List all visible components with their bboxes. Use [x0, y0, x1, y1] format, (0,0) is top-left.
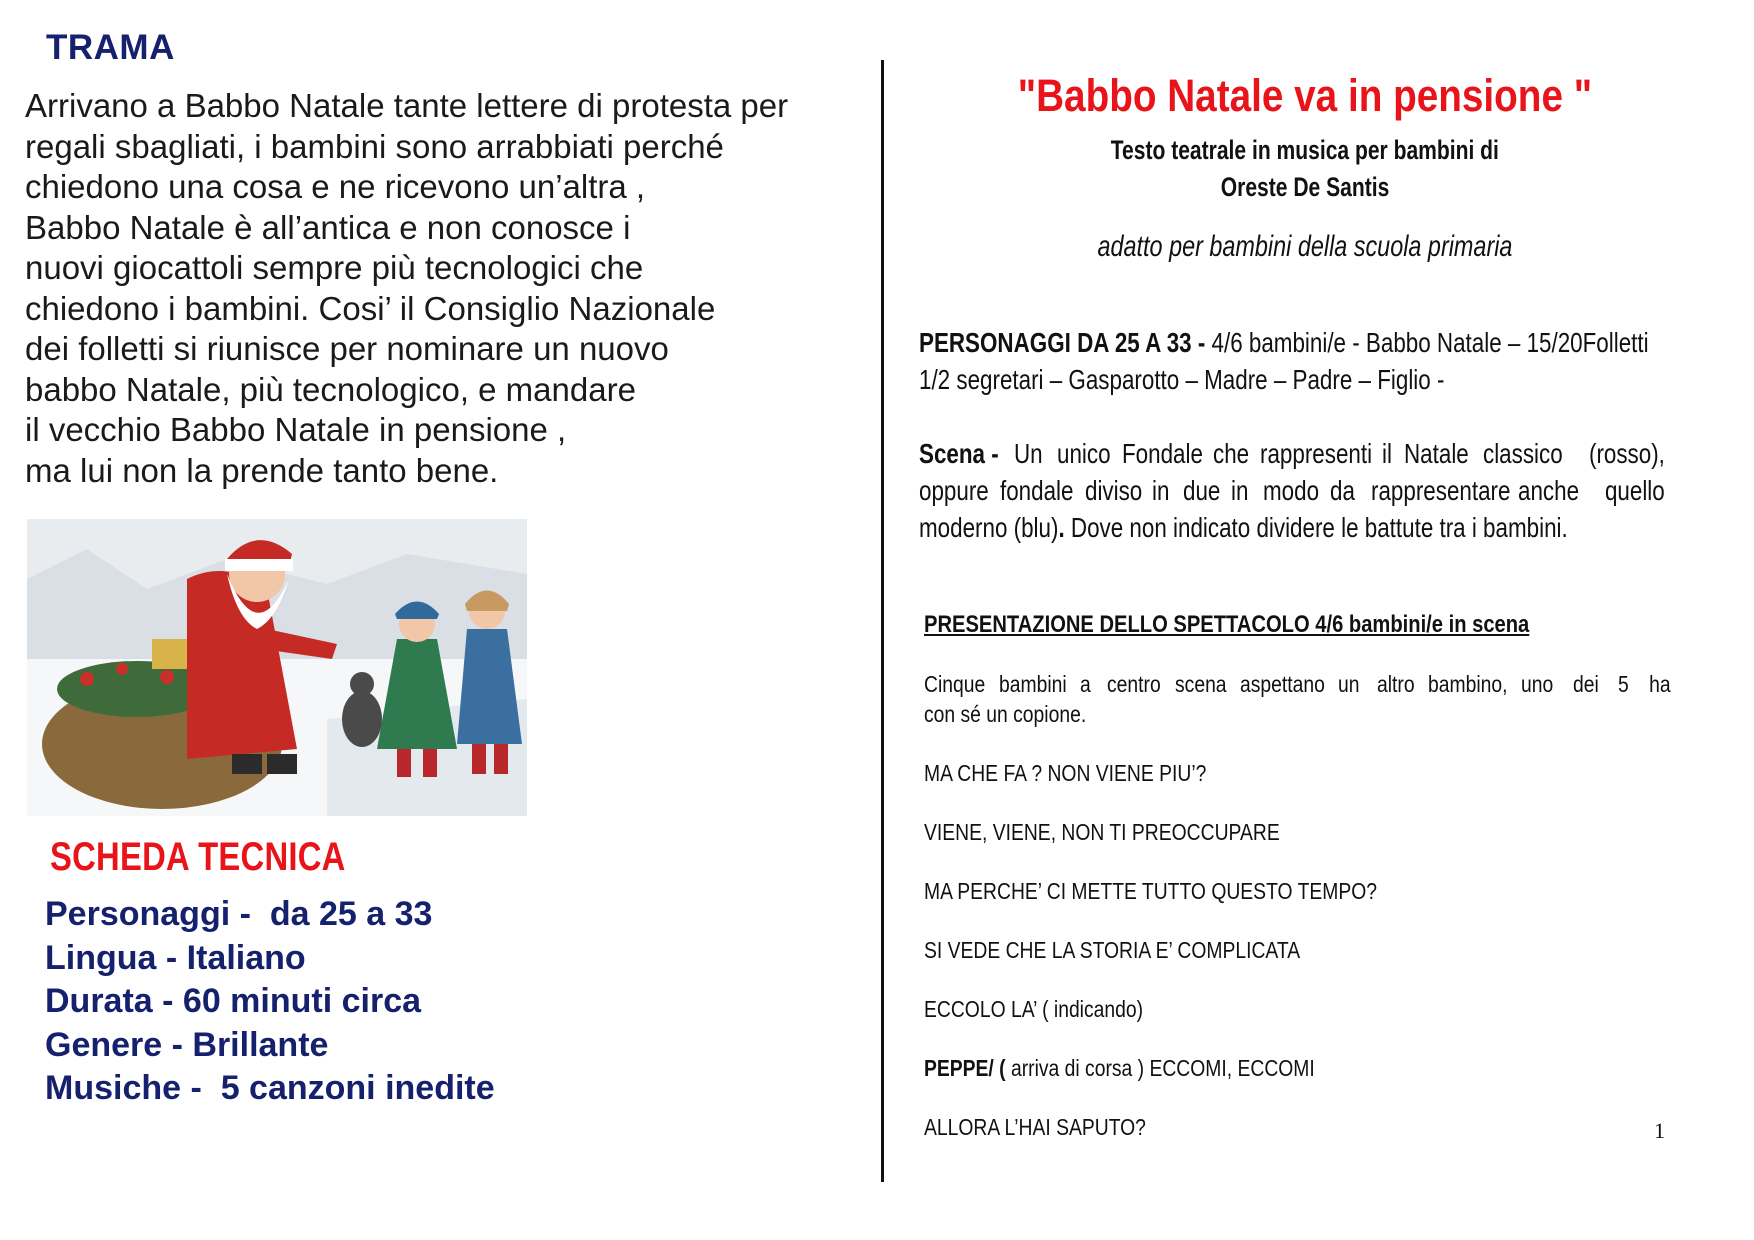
scena-word: due: [1183, 475, 1221, 506]
scena-period: .: [1058, 512, 1071, 543]
dialogue-line-text: MA PERCHE’ CI METTE TUTTO QUESTO TEMPO?: [924, 878, 1378, 904]
scena-line-3: [919, 509, 1665, 546]
scena-note: Dove non indicato dividere le battute tra i bambini.: [1070, 512, 1568, 543]
dialogue-line: [924, 760, 1260, 787]
scena-word: rappresentare: [1370, 475, 1511, 506]
dialogue-line-text: MA CHE FA ? NON VIENE PIU’?: [924, 760, 1207, 786]
peppe-line: arriva di corsa ) ECCOMI, ECCOMI: [1005, 1055, 1315, 1081]
scena-word: unico: [1057, 438, 1111, 469]
trama-line: nuovi giocattoli sempre più tecnologici che: [25, 249, 644, 286]
scena-line-3-text: [919, 509, 1568, 546]
scheda-item-durata: Durata - 60 minuti circa: [45, 982, 422, 1020]
dialogue-line: [924, 996, 1185, 1023]
scena-word: da: [1330, 475, 1356, 506]
dialogue-line: [924, 937, 1372, 964]
dialogue-line-text: SI VEDE CHE LA STORIA E’ COMPLICATA: [924, 937, 1301, 963]
personaggi-line-1: [919, 324, 1649, 361]
intro-word: uno: [1520, 671, 1554, 697]
intro-word: bambino,: [1428, 671, 1508, 697]
intro-word: 5: [1618, 671, 1630, 697]
subtitle-line-1: [920, 135, 1690, 166]
target-audience: [920, 230, 1690, 264]
scena-word: che: [1212, 438, 1249, 469]
character-name-peppe: PEPPE/ (: [924, 1055, 1006, 1081]
scheda-item-genere: Genere - Brillante: [45, 1025, 329, 1064]
scena-word: diviso: [1084, 475, 1143, 506]
trama-heading: TRAMA: [46, 28, 175, 67]
scena-line-2: [919, 472, 1665, 509]
dialogue-line: [924, 878, 1463, 905]
intro-word: centro: [1106, 671, 1161, 697]
scena-line-1: [919, 435, 1665, 472]
play-title-text: "Babbo Natale va in pensione ": [1017, 70, 1593, 121]
trama-line: regali sbagliati, i bambini sono arrabbiati perché: [25, 127, 724, 165]
dialogue-line: [924, 1114, 1188, 1141]
scena-block: [919, 435, 1665, 546]
scheda-tecnica-heading: SCHEDA TECNICA: [50, 835, 346, 879]
intro-line-2: con sé un copione.: [924, 701, 1087, 727]
trama-line: ma lui non la prende tanto bene.: [25, 451, 499, 489]
intro-word: scena: [1174, 671, 1227, 697]
personaggi-line-2: 1/2 segretari – Gasparotto – Madre – Padre – Figlio -: [919, 364, 1445, 395]
scheda-item-musiche: Musiche - 5 canzoni inedite: [45, 1069, 495, 1107]
scheda-item-lingua: Lingua - Italiano: [45, 938, 306, 977]
intro-word: dei: [1573, 671, 1600, 697]
intro-paragraph: [924, 669, 1671, 729]
trama-line: il vecchio Babbo Natale in pensione ,: [25, 411, 567, 448]
scheda-item-personaggi: Personaggi - da 25 a 33: [45, 895, 433, 933]
trama-paragraph: [25, 86, 825, 491]
intro-word: Cinque: [924, 671, 986, 697]
trama-line: babbo Natale, più tecnologico, e mandare: [25, 370, 636, 408]
personaggi-block: [919, 324, 1754, 398]
intro-word: aspettano: [1240, 671, 1326, 697]
scena-word: Natale: [1403, 438, 1469, 469]
scena-word: fondale: [999, 475, 1074, 506]
personaggi-roles-1: 4/6 bambini/e - Babbo Natale – 15/20Folletti: [1205, 327, 1649, 358]
personaggi-label: PERSONAGGI DA 25 A 33 -: [919, 327, 1206, 358]
scena-word: in: [1151, 475, 1170, 506]
presentazione-heading-text: PRESENTAZIONE DELLO SPETTACOLO 4/6 bambini/e in scena: [924, 611, 1530, 638]
trama-line: chiedono una cosa e ne ricevono un’altra ,: [25, 168, 646, 205]
scena-word: in: [1231, 475, 1249, 506]
trama-line: dei folletti si riunisce per nominare un nuovo: [25, 330, 669, 367]
trama-line: Arrivano a Babbo Natale tante lettere di protesta per: [25, 87, 789, 124]
scena-word: il: [1381, 438, 1392, 469]
dialogue-line: [924, 819, 1347, 846]
scena-word: rappresenti: [1259, 438, 1372, 469]
dialogue-line-text: ALLORA L’HAI SAPUTO?: [924, 1114, 1146, 1140]
subtitle-line-1-text: Testo teatrale in musica per bambini di: [1110, 135, 1500, 165]
scena-word: anche: [1518, 475, 1580, 506]
play-title: [920, 70, 1690, 122]
scena-label: Scena -: [919, 438, 999, 469]
dialogue-line-text: ECCOLO LA’ ( indicando): [924, 996, 1144, 1022]
scena-word: classico: [1482, 438, 1563, 469]
dialogue-line-peppe: [924, 1055, 1389, 1082]
intro-word: a: [1079, 671, 1091, 697]
intro-word: un: [1337, 671, 1360, 697]
page-number: 1: [1654, 1118, 1665, 1143]
intro-line-1: [924, 669, 1671, 699]
author-name-text: Oreste De Santis: [1220, 172, 1390, 202]
page-divider: [881, 60, 884, 1182]
target-audience-text: adatto per bambini della scuola primaria: [1097, 230, 1513, 263]
presentazione-heading: [924, 611, 1645, 639]
trama-line: Babbo Natale è all’antica e non conosce i: [25, 208, 631, 246]
scena-word: Fondale: [1121, 438, 1203, 469]
trama-line: chiedono i bambini. Cosi’ il Consiglio Nazionale: [25, 289, 716, 327]
scena-moderno: moderno (blu): [919, 512, 1059, 543]
intro-word: ha: [1649, 671, 1671, 697]
scena-word: Un: [1014, 438, 1044, 469]
scena-word: (rosso),: [1589, 438, 1665, 469]
scheda-tecnica-list: [45, 893, 495, 1111]
intro-word: bambini: [999, 671, 1067, 697]
scena-word: quello: [1605, 475, 1665, 506]
author-name: [920, 172, 1690, 203]
scena-word: oppure: [919, 475, 989, 506]
dialogue-line-peppe-text: [924, 1055, 1315, 1082]
dialogue-line-text: VIENE, VIENE, NON TI PREOCCUPARE: [924, 819, 1280, 845]
intro-word: altro: [1377, 671, 1415, 697]
santa-illustration: [27, 519, 527, 816]
scena-word: modo: [1262, 475, 1319, 506]
